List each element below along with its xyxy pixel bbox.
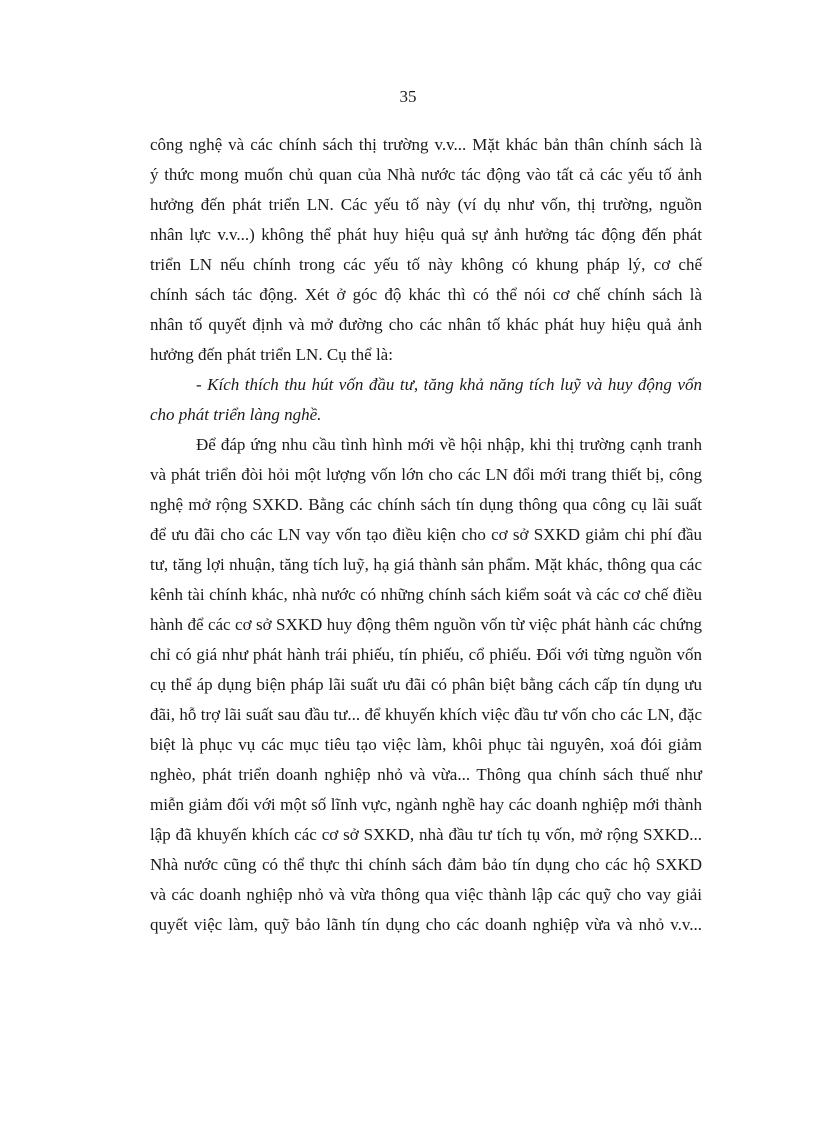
paragraph-policy-role bbox=[150, 130, 702, 370]
text-line: biệt là phục vụ các mục tiêu tạo việc làm, khôi phục tài nguyên, xoá đói giảm bbox=[150, 735, 702, 754]
text-line: nhân lực v.v...) không thể phát huy hiệu quả sự ảnh hưởng tác động đến phát bbox=[150, 225, 702, 244]
text-line: miễn giảm đối với một số lĩnh vực, ngành nghề hay các doanh nghiệp mới thành bbox=[150, 795, 702, 814]
paragraph-italic-heading bbox=[150, 370, 702, 430]
text-line: chính sách tác động. Xét ở góc độ khác thì có thể nói cơ chế chính sách là bbox=[150, 285, 702, 304]
text-line: và phát triển đòi hỏi một lượng vốn lớn cho các LN đổi mới trang thiết bị, công bbox=[150, 465, 702, 484]
text-line: nhân tố quyết định và mở đường cho các nhân tố khác phát huy hiệu quả ảnh bbox=[150, 315, 702, 334]
text-line: hành để các cơ sở SXKD huy động thêm nguồn vốn từ việc phát hành các chứng bbox=[150, 615, 702, 634]
text-line: hưởng đến phát triển LN. Các yếu tố này (ví dụ như vốn, thị trường, nguồn bbox=[150, 195, 702, 214]
text-line: kênh tài chính khác, nhà nước có những chính sách kiểm soát và các cơ chế điều bbox=[150, 585, 702, 604]
text-line: chỉ có giá như phát hành trái phiếu, tín phiếu, cổ phiếu. Đối với từng nguồn vốn bbox=[150, 645, 702, 664]
text-line: công nghệ và các chính sách thị trường v.v... Mặt khác bản thân chính sách là bbox=[150, 135, 702, 154]
text-line: hưởng đến phát triển LN. Cụ thể là: bbox=[150, 345, 393, 364]
text-line: nghèo, phát triển doanh nghiệp nhỏ và vừa... Thông qua chính sách thuế như bbox=[150, 765, 702, 784]
text-line: ý thức mong muốn chủ quan của Nhà nước tác động vào tất cả các yếu tố ảnh bbox=[150, 165, 702, 184]
text-line: cho phát triển làng nghề. bbox=[150, 405, 322, 424]
text-line: lập đã khuyến khích các cơ sở SXKD, nhà đầu tư tích tụ vốn, mở rộng SXKD... bbox=[150, 825, 702, 844]
text-line: triển LN nếu chính trong các yếu tố này không có khung pháp lý, cơ chế bbox=[150, 255, 702, 274]
text-line: quyết việc làm, quỹ bảo lãnh tín dụng cho các doanh nghiệp vừa và nhỏ v.v... bbox=[150, 915, 702, 934]
paragraph-capital-policy bbox=[150, 430, 702, 940]
text-line: - Kích thích thu hút vốn đầu tư, tăng khả năng tích luỹ và huy động vốn bbox=[196, 375, 702, 394]
page-number: 35 bbox=[399, 87, 417, 106]
text-line: đãi, hỗ trợ lãi suất sau đầu tư... để khuyến khích việc đầu tư vốn cho các LN, đặc bbox=[150, 705, 702, 724]
text-line: Nhà nước cũng có thể thực thi chính sách đảm bảo tín dụng cho các hộ SXKD bbox=[150, 855, 702, 874]
text-line: để ưu đãi cho các LN vay vốn tạo điều kiện cho cơ sở SXKD giảm chi phí đầu bbox=[150, 525, 702, 544]
text-line: tư, tăng lợi nhuận, tăng tích luỹ, hạ giá thành sản phẩm. Mặt khác, thông qua các bbox=[150, 555, 702, 574]
text-line: và các doanh nghiệp nhỏ và vừa thông qua việc thành lập các quỹ cho vay giải bbox=[150, 885, 702, 904]
text-line: Để đáp ứng nhu cầu tình hình mới về hội nhập, khi thị trường cạnh tranh bbox=[196, 435, 702, 454]
body-text bbox=[150, 130, 702, 940]
text-line: cụ thể áp dụng biện pháp lãi suất ưu đãi có phân biệt bằng cách cấp tín dụng ưu bbox=[150, 675, 702, 694]
text-line: nghệ mở rộng SXKD. Bằng các chính sách tín dụng thông qua công cụ lãi suất bbox=[150, 495, 702, 514]
